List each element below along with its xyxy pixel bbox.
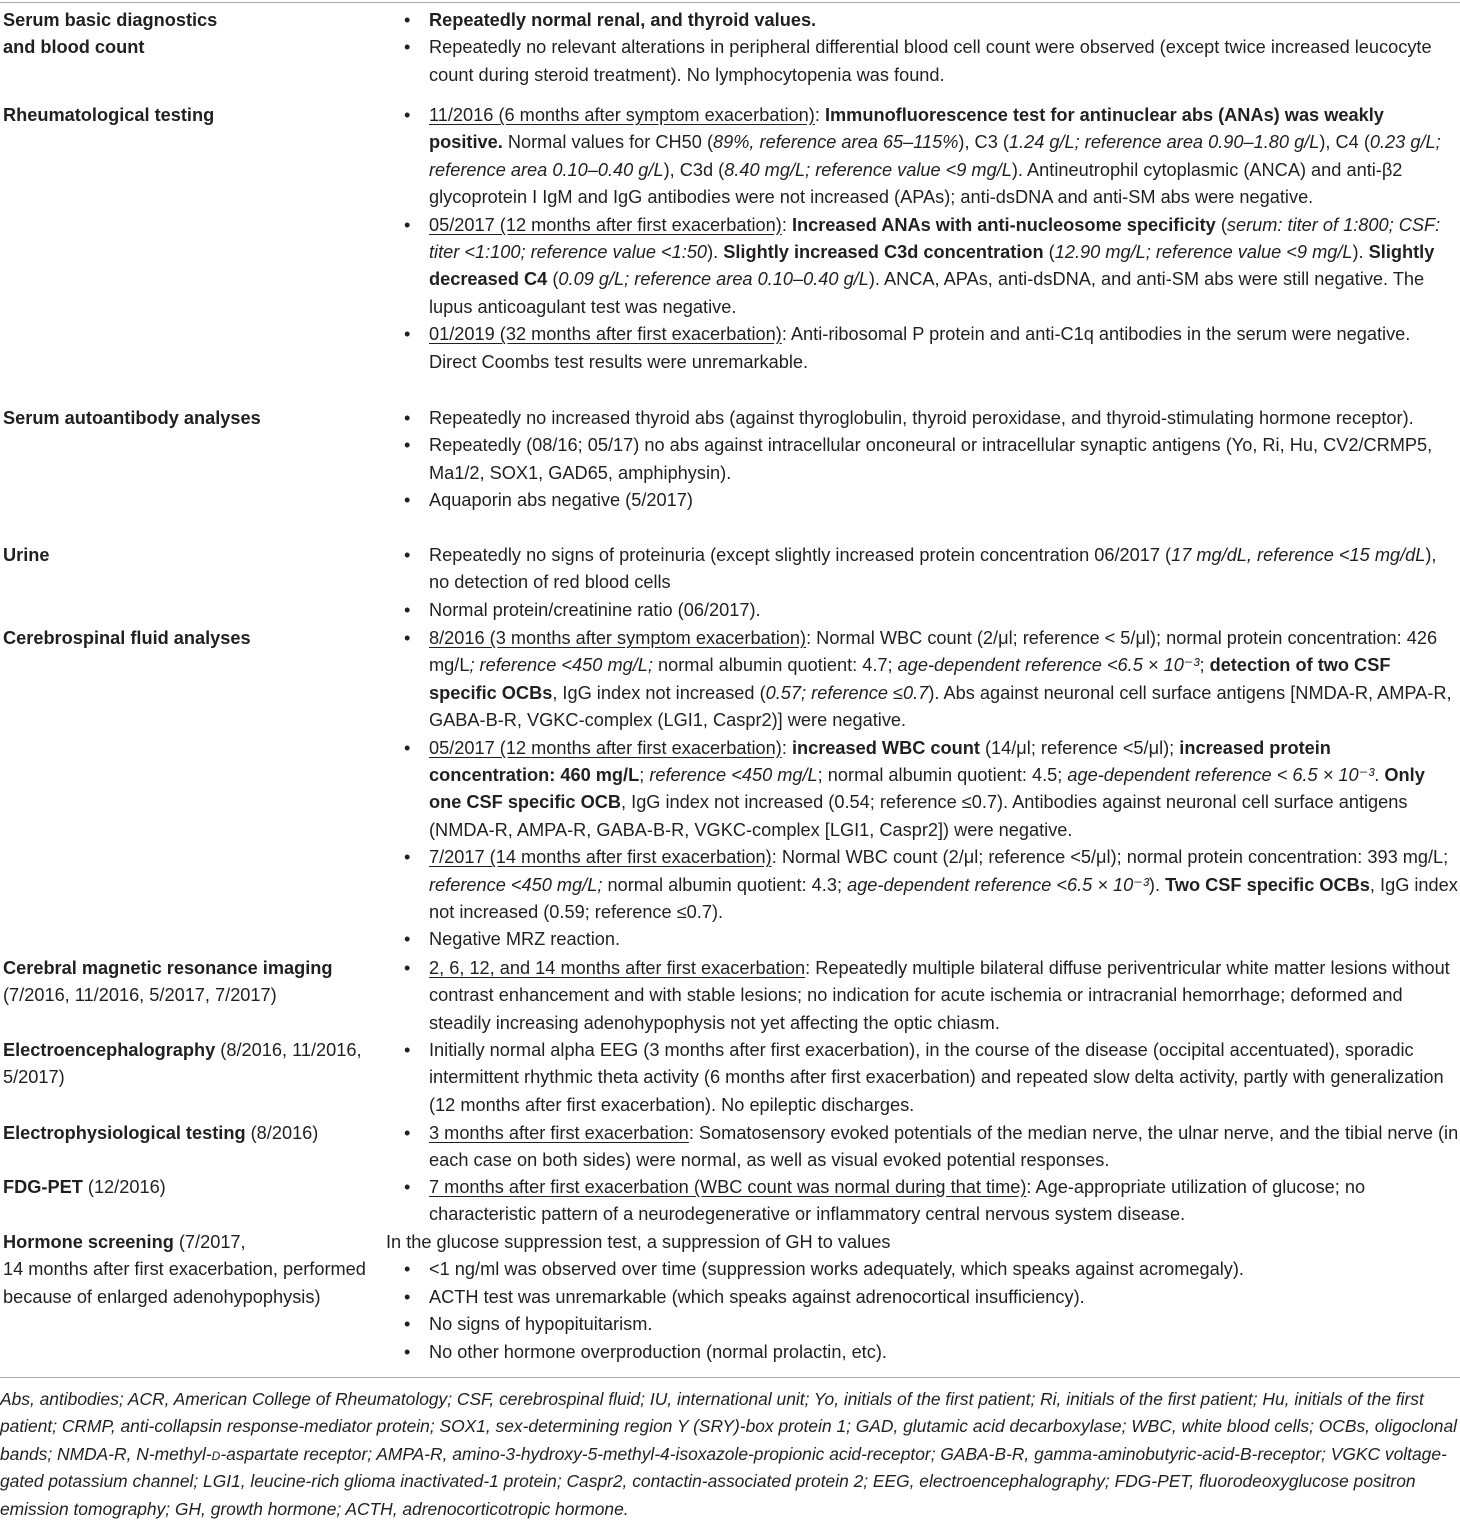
text-run: <1 ng/ml was observed over time (suppression works adequately, which speaks against acromegaly). [429, 1259, 1244, 1280]
list-item-text [429, 1314, 652, 1334]
emphasis-text: FDG-PET [3, 1177, 83, 1197]
list-item [386, 487, 1460, 514]
row-findings [386, 102, 1460, 376]
bullet-icon: • [404, 490, 411, 511]
row-findings [386, 625, 1460, 954]
list-item-text [429, 1123, 1458, 1170]
bullet-icon: • [404, 628, 411, 648]
text-run: age-dependent reference < 6.5 × 10⁻³ [1067, 765, 1375, 786]
list-item [386, 597, 1460, 624]
list-item-text [429, 847, 1458, 922]
bullet-icon: • [404, 737, 411, 758]
text-run: Aquaporin abs negative (5/2017) [429, 490, 693, 511]
emphasis-text: increased protein concentration: 460 mg/L [429, 737, 1331, 786]
text-run: : [814, 105, 825, 125]
bullet-icon: • [404, 435, 411, 456]
text-run: : Normal WBC count (2/μl; reference < 5/μl); normal protein concentration: 426 mg/L [429, 628, 1438, 676]
text-run: ; reference <450 mg/L; [469, 655, 653, 676]
row-findings [386, 1120, 1460, 1175]
list-item-text [429, 929, 620, 949]
list-item-text [429, 628, 1452, 730]
list-item [386, 542, 1460, 597]
row-heading [3, 625, 373, 652]
text-run: -aspartate receptor; AMPA-R, amino-3-hydroxy-5-methyl-4-isoxazole-propionic acid-receptor; GABA-B-R, gamma-aminobutyric-acid-B-receptor; VGKC voltage-gated potassium channel; LGI1, leucine-rich glioma inactivated-1 protein; Caspr2, contactin-associated protein 2; EEG, electroencephalography; FDG-PET, fluorodeoxyglucose positron emission tomography; GH, growth hormone; ACTH, adrenocorticotropic hormone. [0, 1443, 1447, 1519]
bullet-icon: • [404, 929, 411, 950]
bullet-icon: • [404, 958, 411, 978]
finding-date-label: 8/2016 (3 months after symptom exacerbation) [429, 628, 807, 648]
list-item [386, 955, 1460, 1037]
text-run: ( [1043, 242, 1055, 263]
row-heading [3, 102, 373, 129]
finding-date-label: 05/2017 (12 months after first exacerbation) [429, 737, 782, 758]
text-run: ), C4 ( [1319, 132, 1370, 153]
text-run: ( [547, 269, 559, 290]
row-findings [386, 542, 1460, 624]
text-run: age-dependent reference <6.5 × 10⁻³ [847, 874, 1149, 895]
row-findings [386, 1174, 1460, 1229]
text-run: Repeatedly no increased thyroid abs (against thyroglobulin, thyroid peroxidase, and thyroid-stimulating hormone receptor). [429, 408, 1414, 428]
text-run: Abs, antibodies; ACR, American College of Rheumatology; CSF, cerebrospinal fluid; IU, international unit; Yo, initials of the first patient; Ri, initials of the first patient; Hu, initials of the first patient; CRMP, anti-collapsin response-mediator protein; SOX1, sex-determining region Y (SRY)-box protein 1; GAD, glutamic acid decarboxylase; WBC, white blood cells; OCBs, oligoclonal bands; NMDA-R, N-methyl- [0, 1389, 1457, 1464]
text-run: . [1374, 765, 1385, 786]
text-run: (8/2016) [245, 1123, 319, 1143]
emphasis-text: Cerebrospinal fluid analyses [3, 628, 251, 648]
text-run: ). [707, 242, 724, 263]
text-run: No other hormone overproduction (normal prolactin, etc). [429, 1341, 887, 1362]
list-item-text [429, 1287, 1085, 1307]
emphasis-text: Only one CSF specific OCB [429, 765, 1425, 813]
row-heading [3, 405, 373, 432]
list-item [386, 7, 1460, 34]
text-run: ; [639, 765, 650, 786]
text-run: Negative MRZ reaction. [429, 929, 621, 950]
emphasis-text: Electrophysiological testing [3, 1123, 246, 1143]
list-item [386, 405, 1460, 432]
row-findings [386, 405, 1460, 515]
text-run: Normal values for CH50 ( [502, 132, 714, 153]
list-item [386, 625, 1460, 735]
text-run: 0.09 g/L; reference area 0.10–0.40 g/L [558, 269, 869, 290]
emphasis-text: Immunofluorescence test for antinuclear abs (ANAs) was weakly positive. [429, 105, 1384, 153]
emphasis-text: Slightly decreased C4 [429, 242, 1435, 290]
bullet-icon: • [404, 1040, 411, 1060]
text-run: Initially normal alpha EEG (3 months after first exacerbation), in the course of the disease (occipital accentuated), sporadic intermittent rhythmic theta activity (6 months after first exacerbation) and repeated slow delta activity, partly with generalization (12 months after first exacerbation). No epileptic discharges. [429, 1040, 1444, 1115]
text-run: normal albumin quotient: 4.3; [602, 874, 848, 895]
text-run: ). [1352, 242, 1369, 263]
text-run: normal albumin quotient: 4.7; [652, 655, 898, 676]
row-findings [386, 1229, 1460, 1366]
list-item-text [429, 490, 693, 510]
list-item-text [429, 545, 1437, 592]
emphasis-text: Electroencephalography [3, 1040, 216, 1060]
text-run: ). [1148, 874, 1166, 895]
row-heading [3, 1174, 373, 1201]
text-run: : Anti-ribosomal P protein and anti-C1q antibodies in the serum were negative. Direct Coombs test results were unremarkable. [429, 324, 1411, 372]
text-run: ), C3d ( [663, 159, 725, 180]
emphasis-text: Serum basic diagnostics [3, 10, 218, 30]
list-item-text [429, 1177, 1365, 1224]
emphasis-text: Slightly increased C3d concentration [723, 242, 1044, 263]
emphasis-text: Rheumatological testing [3, 105, 215, 125]
bullet-icon: • [404, 847, 411, 868]
text-run: No signs of hypopituitarism. [429, 1314, 653, 1335]
bullet-icon: • [404, 599, 411, 620]
finding-date-label: 05/2017 (12 months after first exacerbation) [429, 214, 782, 235]
text-run: (14/μl; reference <5/μl); [979, 737, 1180, 758]
text-run: ). ANCA, APAs, anti-dsDNA, and anti-SM abs were still negative. The lupus anticoagulant test was negative. [429, 269, 1425, 317]
text-run: Repeatedly (08/16; 05/17) no abs against intracellular onconeural or intracellular synaptic antigens (Yo, Ri, Hu, CV2/​CRMP5, Ma1/2, SOX1, GAD65, amphiphysin). [429, 435, 1433, 483]
emphasis-text: increased WBC count [791, 737, 980, 758]
text-run: , IgG index not increased (0.54; reference ≤0.7). Antibodies against neuronal cell surface antigens (NMDA-R, AMPA-R, GABA-B-R, VGKC-complex [LGI1, Caspr2]) were negative. [429, 792, 1408, 840]
list-item [386, 926, 1460, 953]
text-run: , IgG index not increased (0.59; reference ≤0.7). [429, 874, 1458, 923]
text-run: (8/2016, 11/2016, 5/2017) [3, 1040, 362, 1088]
text-run: ). Abs against neuronal cell surface antigens [NMDA-R, AMPA-R, GABA-B-R, VGKC-complex (LGI1, Caspr2)] were negative. [429, 682, 1452, 731]
text-run: ACTH test was unremarkable (which speaks against adrenocortical insufficiency). [429, 1286, 1085, 1307]
text-run: ), C3 ( [958, 132, 1009, 153]
finding-date-label: 7/2017 (14 months after first exacerbation) [429, 847, 772, 868]
text-run: (7/2017, [173, 1232, 246, 1252]
row-findings [386, 955, 1460, 1037]
list-item-text [429, 1040, 1444, 1115]
list-item [386, 432, 1460, 487]
text-run: : Age-appropriate utilization of glucose; no characteristic pattern of a neurodegenerative or inflammatory central nervous system disease. [429, 1177, 1366, 1225]
text-run: reference <450 mg/L [649, 765, 818, 786]
list-item-text [429, 958, 1450, 1033]
row-findings [386, 1037, 1460, 1119]
list-item [386, 1284, 1460, 1311]
bullet-icon: • [404, 1259, 411, 1280]
bullet-icon: • [404, 1341, 411, 1362]
list-item [386, 102, 1460, 212]
text-run: reference <450 mg/L; [429, 874, 603, 895]
emphasis-text: Serum autoantibody analyses [3, 408, 261, 428]
row-heading [3, 7, 373, 62]
emphasis-text: Urine [3, 545, 50, 565]
emphasis-text: detection of two CSF specific OCBs [429, 655, 1391, 703]
top-rule [0, 2, 1460, 3]
text-run: : Somatosensory evoked potentials of the median nerve, the ulnar nerve, and the tibial nerve (in each case on both sides) were normal, as well as visual evoked potential responses. [429, 1123, 1459, 1171]
row-heading [3, 1120, 373, 1147]
finding-date-label: 3 months after first exacerbation [429, 1123, 689, 1143]
list-item [386, 1256, 1460, 1283]
list-item-text [429, 1342, 887, 1362]
bottom-rule [0, 1377, 1460, 1378]
bullet-icon: • [404, 105, 411, 125]
list-item-text [429, 1259, 1244, 1279]
list-item [386, 1174, 1460, 1229]
text-run: ). Antineutrophil cytoplasmic (ANCA) and anti-β2 glycoprotein I IgM and IgG antibodies were not increased (APAs); anti-dsDNA and anti-SM abs were negative. [429, 159, 1403, 208]
text-run: 12.90 mg/L; reference value <9 mg/L [1054, 242, 1353, 263]
list-item-text [429, 324, 1410, 371]
list-item [386, 844, 1460, 926]
list-item-text [429, 37, 1432, 84]
row-heading [3, 1037, 373, 1092]
list-item-text [429, 738, 1425, 840]
emphasis-text: Repeatedly normal renal, and thyroid values. [429, 10, 817, 30]
row-heading [3, 542, 373, 569]
emphasis-text: and blood count [3, 37, 145, 58]
list-item-text [429, 408, 1414, 428]
bullet-icon: • [404, 37, 411, 58]
bullet-icon: • [404, 1123, 411, 1143]
findings-list [386, 1256, 1460, 1366]
text-run: d [211, 1443, 221, 1464]
text-run: (12/2016) [82, 1177, 166, 1197]
text-run: : Normal WBC count (2/μl; reference <5/μl); normal protein concentration: 393 mg/L; [771, 847, 1449, 868]
text-run: ; normal albumin quotient: 4.5; [817, 765, 1068, 786]
text-run: Repeatedly no relevant alterations in peripheral differential blood cell count were observed (except twice increased leucocyte count during steroid treatment). No lymphocytopenia was found. [429, 37, 1432, 85]
text-run: 8.40 mg/L; reference value <9 mg/L [724, 159, 1012, 180]
finding-date-label: 01/2019 (32 months after first exacerbation) [429, 324, 782, 345]
bullet-icon: • [404, 324, 411, 345]
text-run: 17 mg/dL, reference <15 mg/dL [1171, 545, 1426, 565]
row-heading [3, 955, 373, 1010]
text-run: 0.57; reference ≤0.7 [765, 682, 929, 703]
bullet-icon: • [404, 10, 411, 30]
finding-date-label: 7 months after first exacerbation (WBC count was normal during that time) [429, 1177, 1027, 1197]
list-item [386, 321, 1460, 376]
text-run: 1.24 g/L; reference area 0.90–1.80 g/L [1008, 132, 1320, 153]
row-heading [3, 1229, 373, 1311]
list-item [386, 212, 1460, 322]
bullet-icon: • [404, 545, 411, 565]
text-run: : [781, 214, 792, 235]
list-item [386, 1037, 1460, 1119]
list-item [386, 735, 1460, 845]
emphasis-text: Two CSF specific OCBs [1165, 874, 1370, 895]
list-item-text [429, 215, 1440, 317]
list-item [386, 1339, 1460, 1366]
bullet-icon: • [404, 214, 411, 235]
bullet-icon: • [404, 1177, 411, 1197]
text-run: 0.23 g/L; reference area 0.10–0.40 g/L [429, 132, 1441, 180]
text-run: 14 months after first exacerbation, performed because of enlarged adenohypophysis) [3, 1259, 366, 1307]
list-item [386, 34, 1460, 89]
finding-date-label: 11/2016 (6 months after symptom exacerbation) [429, 105, 815, 125]
text-run: ), no detection of red blood cells [429, 545, 1437, 593]
text-run: (7/2016, 11/2016, 5/2017, 7/2017) [3, 985, 277, 1006]
text-run: ( [1215, 214, 1227, 235]
finding-date-label: 2, 6, 12, and 14 months after first exacerbation [429, 958, 806, 978]
text-run: , IgG index not increased ( [552, 682, 766, 703]
bullet-icon: • [404, 1314, 411, 1335]
text-run: Repeatedly no signs of proteinuria (except slightly increased protein concentration 06/2017 ( [429, 545, 1172, 565]
list-item-text [429, 105, 1441, 207]
text-run: Normal protein/creatinine ratio (06/2017). [429, 599, 761, 620]
bullet-icon: • [404, 1286, 411, 1307]
findings-intro: In the glucose suppression test, a suppression of GH to values [386, 1232, 891, 1252]
text-run: 89%, reference area 65–115% [713, 132, 959, 153]
bullet-icon: • [404, 408, 411, 428]
list-item-text [429, 600, 761, 620]
text-run: age-dependent reference <6.5 × 10⁻³ [897, 655, 1200, 676]
list-item [386, 1311, 1460, 1338]
text-run: ; [1199, 655, 1210, 676]
list-item [386, 1120, 1460, 1175]
text-run: : [781, 737, 792, 758]
emphasis-text: Hormone screening [3, 1232, 174, 1252]
table-footnote [0, 1386, 1460, 1523]
emphasis-text: Increased ANAs with anti-nucleosome specificity [791, 214, 1216, 235]
emphasis-text: Cerebral magnetic resonance imaging [3, 958, 333, 978]
list-item-text [429, 10, 816, 30]
list-item-text [429, 435, 1432, 482]
row-findings [386, 7, 1460, 89]
text-run: : Repeatedly multiple bilateral diffuse periventricular white matter lesions without contrast enhancement and with stable lesions; no indication for acute ischemia or intracranial hemorrhage; deformed and steadily increasing adenohypophysis not yet affecting the optic chiasm. [429, 958, 1450, 1033]
text-run: serum: titer of 1:800; CSF: titer <1:100; reference value <1:50 [429, 214, 1441, 263]
